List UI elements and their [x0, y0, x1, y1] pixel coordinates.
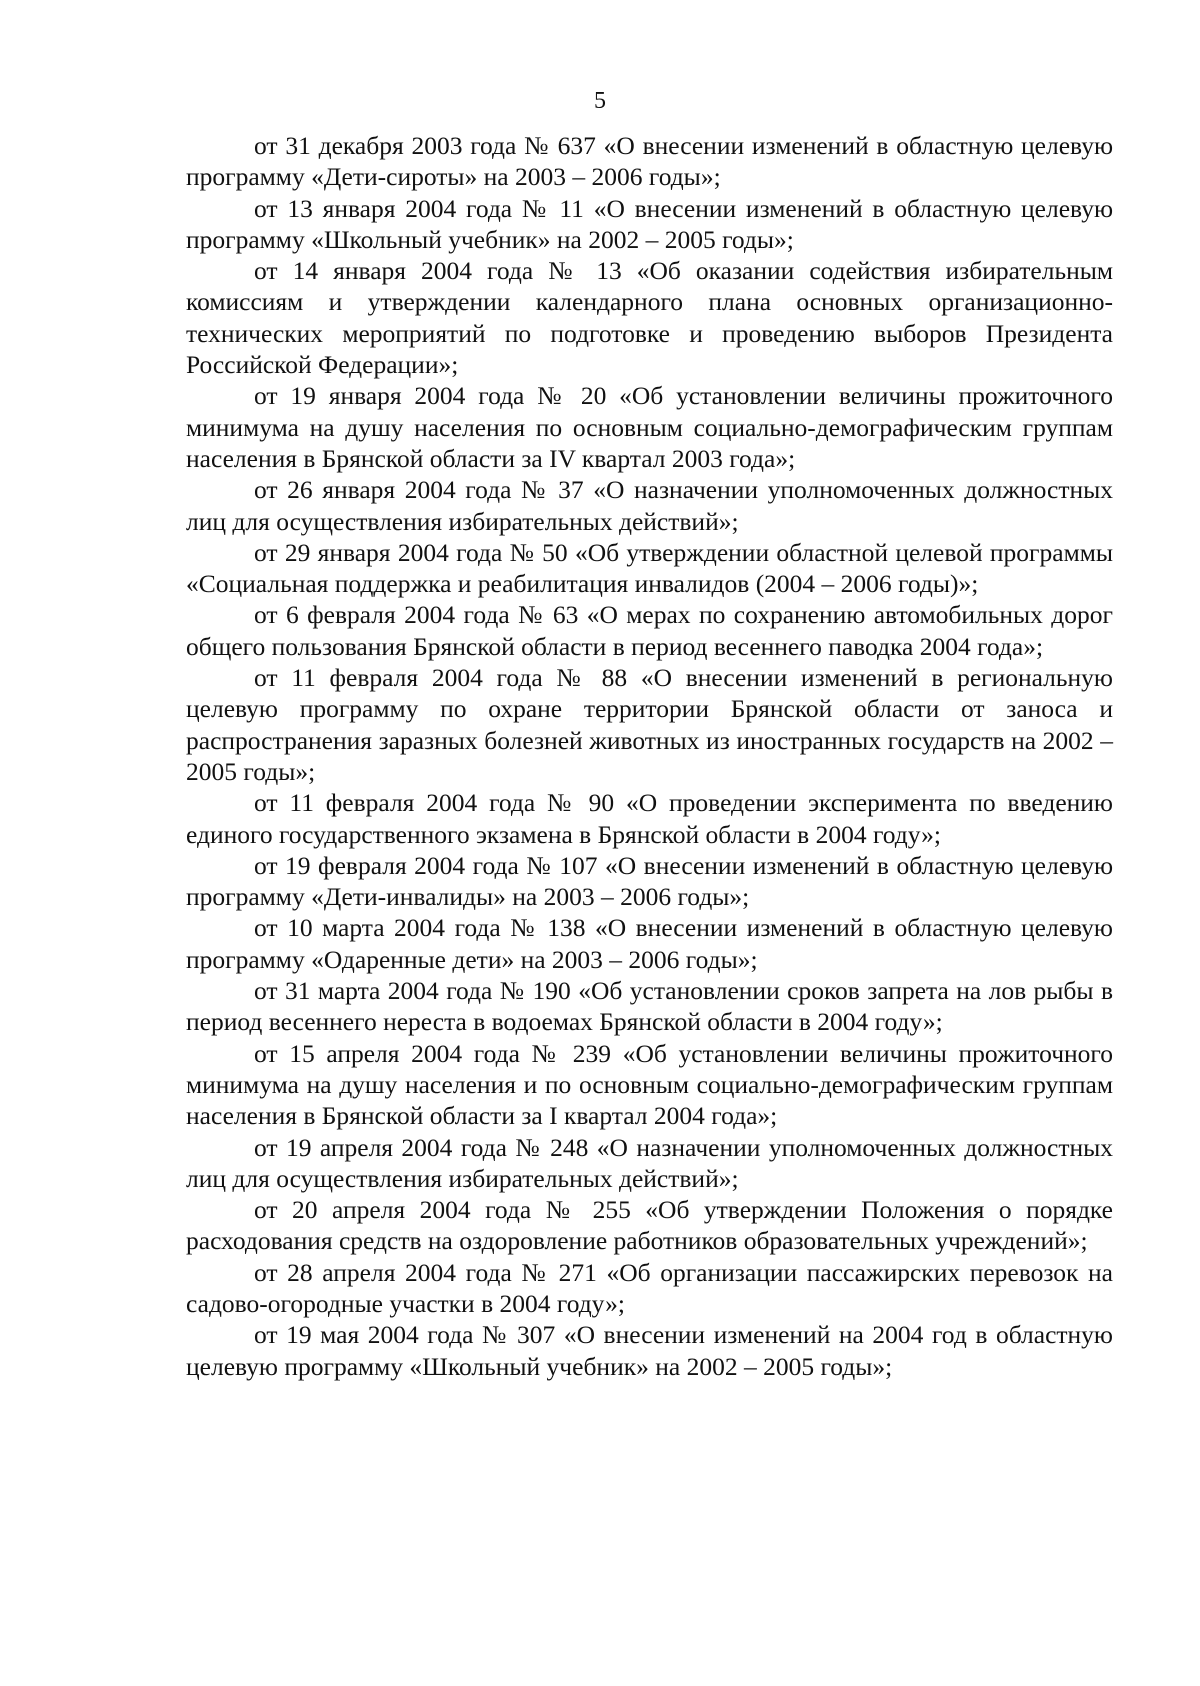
list-item: от 31 декабря 2003 года № 637 «О внесении изменений в областную целевую программу «Дети-сироты» на 2003 – 2006 годы»;	[186, 131, 1113, 192]
list-item: от 15 апреля 2004 года № 239 «Об установлении величины прожиточного минимума на душу населения и по основным социально-демографическим группам населения в Брянской области за I квартал 2004 года»;	[186, 1038, 1113, 1131]
list-item: от 11 февраля 2004 года № 90 «О проведении эксперимента по введению единого государственного экзамена в Брянской области в 2004 году»;	[186, 788, 1113, 849]
list-item: от 31 марта 2004 года № 190 «Об установлении сроков запрета на лов рыбы в период весеннего нереста в водоемах Брянской области в 2004 году»;	[186, 976, 1113, 1037]
list-item: от 28 апреля 2004 года № 271 «Об организации пассажирских перевозок на садово-огородные участки в 2004 году»;	[186, 1257, 1113, 1318]
list-item: от 19 мая 2004 года № 307 «О внесении изменений на 2004 год в областную целевую программу «Школьный учебник» на 2002 – 2005 годы»;	[186, 1320, 1113, 1381]
list-item: от 6 февраля 2004 года № 63 «О мерах по сохранению автомобильных дорог общего пользования Брянской области в период весеннего паводка 2004 года»;	[186, 600, 1113, 661]
document-body	[186, 130, 1113, 1382]
list-item: от 20 апреля 2004 года № 255 «Об утверждении Положения о порядке расходования средств на оздоровление работников образовательных учреждений»;	[186, 1195, 1113, 1256]
page-number: 5	[594, 88, 606, 114]
list-item: от 13 января 2004 года № 11 «О внесении изменений в областную целевую программу «Школьный учебник» на 2002 – 2005 годы»;	[186, 193, 1113, 254]
list-item: от 10 марта 2004 года № 138 «О внесении изменений в областную целевую программу «Одаренные дети» на 2003 – 2006 годы»;	[186, 913, 1113, 974]
list-item: от 19 февраля 2004 года № 107 «О внесении изменений в областную целевую программу «Дети-инвалиды» на 2003 – 2006 годы»;	[186, 850, 1113, 912]
list-item: от 14 января 2004 года № 13 «Об оказании содействия избирательным комиссиям и утверждении календарного плана основных организационно-технических мероприятий по подготовке и проведению выборов Президента Российской Федерации»;	[186, 256, 1113, 380]
list-item: от 19 апреля 2004 года № 248 «О назначении уполномоченных должностных лиц для осуществления избирательных действий»;	[186, 1132, 1113, 1193]
list-item: от 19 января 2004 года № 20 «Об установлении величины прожиточного минимума на душу населения по основным социально-демографическим группам населения в Брянской области за IV квартал 2003 года»;	[186, 381, 1113, 473]
list-item: от 11 февраля 2004 года № 88 «О внесении изменений в региональную целевую программу по охране территории Брянской области от заноса и распространения заразных болезней животных из иностранных государств на 2002 – 2005 годы»;	[186, 663, 1113, 786]
list-item: от 29 января 2004 года № 50 «Об утверждении областной целевой программы «Социальная поддержка и реабилитация инвалидов (2004 – 2006 годы)»;	[186, 537, 1113, 599]
list-item: от 26 января 2004 года № 37 «О назначении уполномоченных должностных лиц для осуществления избирательных действий»;	[186, 475, 1113, 536]
